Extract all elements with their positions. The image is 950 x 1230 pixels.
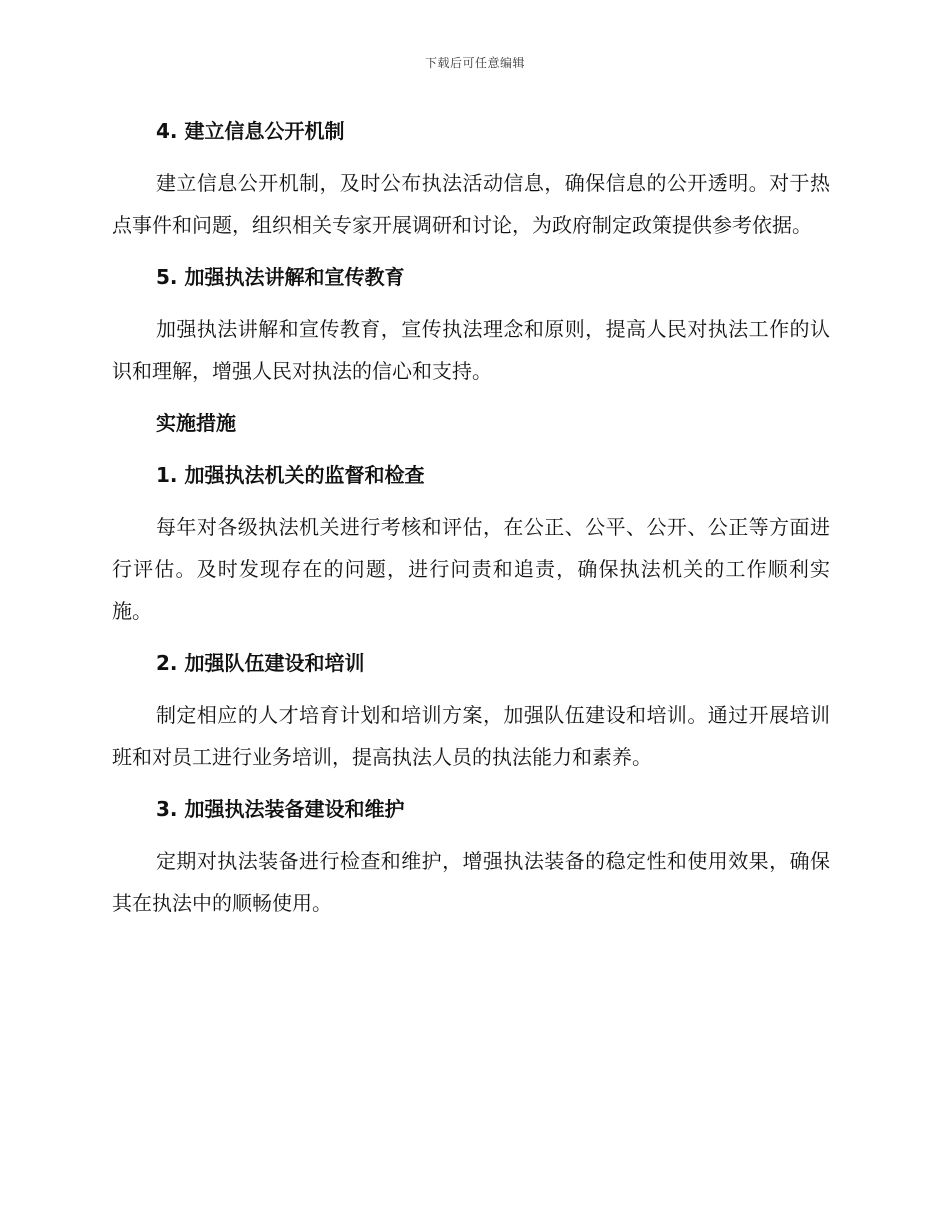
heading-equipment-maintenance: 3. 加强执法装备建设和维护 [156, 797, 405, 821]
heading-publicity-education: 5. 加强执法讲解和宣传教育 [156, 265, 405, 289]
paragraph-supervision-inspection: 每年对各级执法机关进行考核和评估，在公正、公平、公开、公正等方面进行评估。及时发现存在的问题，进行问责和追责，确保执法机关的工作顺利实施。 [112, 515, 830, 623]
heading-team-training: 2. 加强队伍建设和培训 [156, 651, 365, 675]
heading-info-disclosure: 4. 建立信息公开机制 [156, 119, 345, 143]
paragraph-publicity-education: 加强执法讲解和宣传教育，宣传执法理念和原则，提高人民对执法工作的认识和理解，增强人民对执法的信心和支持。 [112, 317, 830, 383]
paragraph-equipment-maintenance: 定期对执法装备进行检查和维护，增强执法装备的稳定性和使用效果，确保其在执法中的顺畅使用。 [112, 849, 830, 915]
document-body [112, 110, 830, 934]
paragraph-team-training: 制定相应的人才培育计划和培训方案，加强队伍建设和培训。通过开展培训班和对员工进行业务培训，提高执法人员的执法能力和素养。 [112, 703, 830, 769]
header-note: 下载后可任意编辑 [424, 56, 525, 70]
heading-supervision-inspection: 1. 加强执法机关的监督和检查 [156, 463, 425, 487]
section-title-implementation: 实施措施 [156, 411, 236, 435]
paragraph-info-disclosure: 建立信息公开机制，及时公布执法活动信息，确保信息的公开透明。对于热点事件和问题，组织相关专家开展调研和讨论，为政府制定政策提供参考依据。 [112, 171, 830, 237]
